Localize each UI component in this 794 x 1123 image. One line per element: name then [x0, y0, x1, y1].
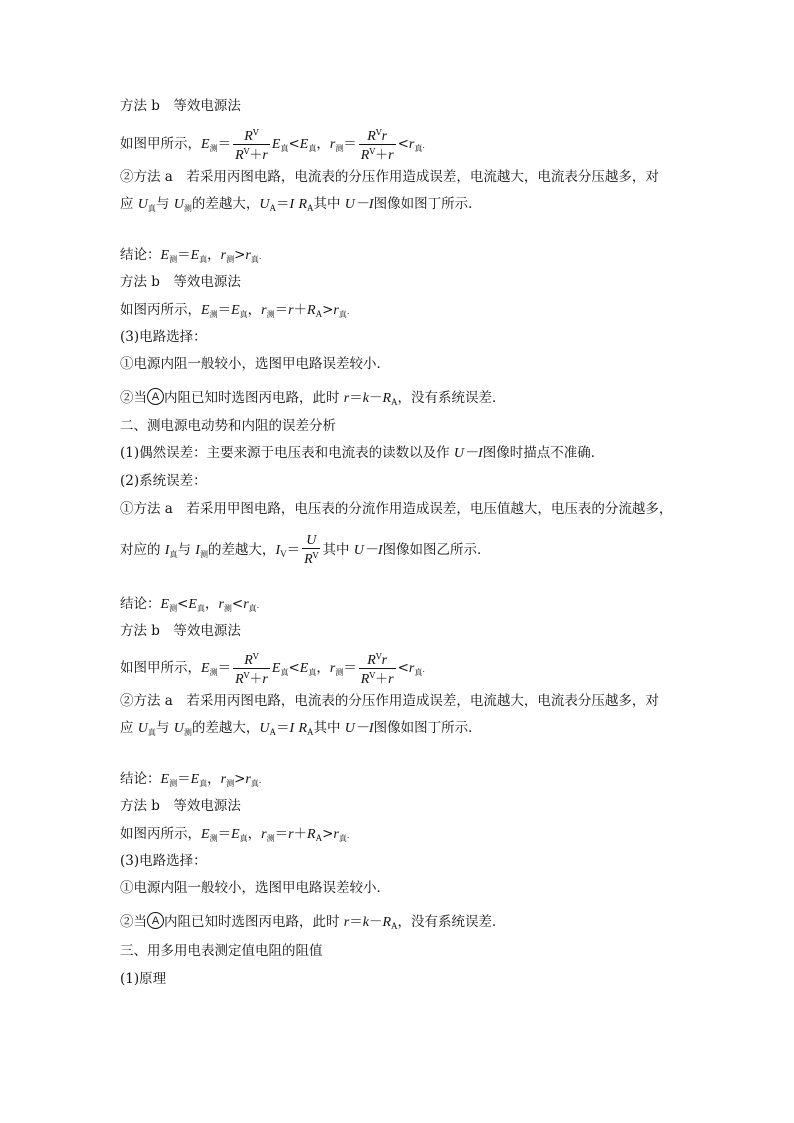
section-2-title: 二、测电源电动势和内阻的误差分析 — [120, 418, 336, 434]
sys-method-a-line-1: ①方法 a 若采用甲图电路，电压表的分流作用造成误差，电压值越大，电压表的分流越多， — [120, 501, 673, 517]
fraction: $\frac{R^Vr}{R^V+r}$ — [360, 652, 394, 687]
circuit-selection-1: (3)电路选择： — [120, 329, 207, 345]
principle-heading: (1)原理 — [120, 971, 167, 987]
conclusion-3: 结论：$E_测=E_真$，$r_测>r_真$. — [120, 771, 262, 788]
method-b-line-3: 方法 b 等效电源法 — [120, 623, 241, 639]
equivalent-source-formula-1: 如图甲所示，$E_测=$ $\frac{R^V}{R^V+r}$ $E_真<E_真$，$r_测=$ $\frac{R^Vr}{R^V+r}$ $<r_真$. — [120, 128, 425, 163]
fraction: $\frac{U}{R^V}$ — [304, 533, 319, 567]
fig-c-formula-2: 如图丙所示，$E_测=E_真$，$r_测=r+R_A>r_真$. — [120, 826, 350, 843]
selection-rule-2b: ②当 A 内阻已知时选图丙电路，此时 $r=k-R_A$，没有系统误差． — [120, 914, 506, 931]
method-a-line-2: 应 $U_真$与 $U_测$的差越大，$U_A=I$ $R_A$其中 U－I图像如图丁所示． — [120, 196, 482, 213]
fraction: $\frac{R^Vr}{R^V+r}$ — [360, 128, 394, 163]
conclusion-2: 结论：$E_测<E_真$，$r_测<r_真$. — [120, 596, 260, 613]
sys-method-a-line-2: 对应的 $I_真$与 $I_测$的差越大，$I_V=$ $\frac{U}{R^V}$ 其中 U－I图像如图乙所示． — [120, 533, 491, 567]
method-b-line-4: 方法 b 等效电源法 — [120, 798, 241, 814]
conclusion-1: 结论：$E_测=E_真$，$r_测>r_真$. — [120, 247, 262, 264]
selection-rule-2a: ①电源内阻一般较小，选图甲电路误差较小． — [120, 880, 390, 896]
method-a-line-3: ②方法 a 若采用丙图电路，电流表的分压作用造成误差，电流越大，电流表分压越多，对 — [120, 693, 659, 709]
ammeter-icon: A — [147, 912, 164, 929]
fraction: $\frac{R^V}{R^V+r}$ — [235, 128, 268, 163]
systematic-error: (2)系统误差： — [120, 473, 207, 489]
selection-rule-1a: ①电源内阻一般较小，选图甲电路误差较小． — [120, 356, 390, 372]
method-a-line-4: 应 $U_真$与 $U_测$的差越大，$U_A=I$ $R_A$其中 U－I图像如图丁所示． — [120, 720, 482, 737]
method-b-line-2: 方法 b 等效电源法 — [120, 274, 241, 290]
section-3-title: 三、用多用电表测定值电阻的阻值 — [120, 943, 323, 959]
accidental-error: (1)偶然误差：主要来源于电压表和电流表的读数以及作 U－I图像时描点不准确． — [120, 445, 605, 461]
method-a-line-1: ②方法 a 若采用丙图电路，电流表的分压作用造成误差，电流越大，电流表分压越多，对 — [120, 169, 659, 185]
fig-c-formula-1: 如图丙所示，$E_测=E_真$，$r_测=r+R_A>r_真$. — [120, 302, 350, 319]
circuit-selection-2: (3)电路选择： — [120, 853, 207, 869]
ammeter-icon: A — [147, 388, 164, 405]
method-b-line-1: 方法 b 等效电源法 — [120, 98, 241, 114]
selection-rule-1b: ②当 A 内阻已知时选图丙电路，此时 $r=k-R_A$，没有系统误差． — [120, 390, 506, 407]
fraction: $\frac{R^V}{R^V+r}$ — [235, 652, 268, 687]
equivalent-source-formula-2: 如图甲所示，$E_测=$ $\frac{R^V}{R^V+r}$ $E_真<E_真$，$r_测=$ $\frac{R^Vr}{R^V+r}$ $<r_真$. — [120, 652, 425, 687]
